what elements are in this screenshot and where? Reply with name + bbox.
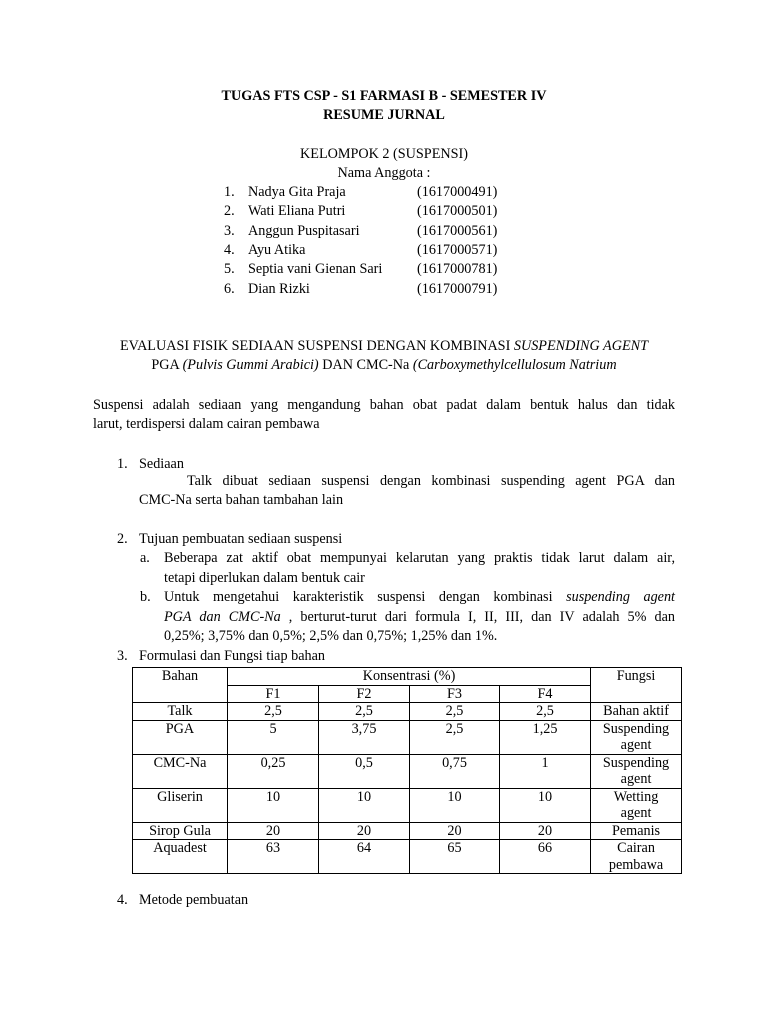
journal-title-text: DAN CMC-Na xyxy=(318,357,413,373)
list-item xyxy=(224,241,544,260)
cell-fungsi-line: agent xyxy=(620,737,652,753)
cell-fungsi-line: Pemanis xyxy=(611,822,661,839)
table-row xyxy=(133,754,682,788)
cell-f2: 10 xyxy=(319,788,410,822)
formula-table xyxy=(132,667,682,874)
cell-f4: 2,5 xyxy=(500,703,591,721)
table-header-row xyxy=(133,668,682,686)
cell-f3: 20 xyxy=(410,822,500,840)
cell-bahan: Gliserin xyxy=(133,788,228,822)
document-subtitle: RESUME JURNAL xyxy=(323,107,445,123)
member-number: 1. xyxy=(224,184,235,200)
cell-bahan: Aquadest xyxy=(133,840,228,874)
section-text: Beberapa zat aktif obat mempunyai kelarutan yang praktis tidak larut dalam air, xyxy=(164,550,675,566)
journal-title-italic: (Pulvis Gummi Arabici) xyxy=(182,357,319,373)
journal-title-line1 xyxy=(0,337,768,356)
cell-f3: 65 xyxy=(410,840,500,874)
journal-title-italic: (Carboxymethylcellulosum Natrium xyxy=(412,357,617,373)
member-nim: (1617000501) xyxy=(417,203,498,219)
cell-fungsi xyxy=(591,822,682,840)
section-heading: Formulasi dan Fungsi tiap bahan xyxy=(139,648,325,664)
intro-line: larut, terdispersi dalam cairan pembawa xyxy=(93,416,320,432)
table-row xyxy=(133,840,682,874)
journal-title-italic: SUSPENDING AGENT xyxy=(513,338,648,354)
column-header-f2: F2 xyxy=(319,685,410,703)
table-row xyxy=(133,720,682,754)
column-header-bahan: Bahan xyxy=(133,668,228,703)
members-title: Nama Anggota : xyxy=(337,165,431,181)
list-item xyxy=(224,260,544,279)
journal-title-line2 xyxy=(0,356,768,375)
cell-f1: 20 xyxy=(228,822,319,840)
member-name: Ayu Atika xyxy=(248,242,306,258)
cell-bahan: CMC-Na xyxy=(133,754,228,788)
list-item xyxy=(224,222,544,241)
cell-f4: 66 xyxy=(500,840,591,874)
cell-f4: 20 xyxy=(500,822,591,840)
cell-f2: 20 xyxy=(319,822,410,840)
member-nim: (1617000561) xyxy=(417,223,498,239)
list-item xyxy=(224,202,544,221)
cell-fungsi-line: agent xyxy=(620,805,652,821)
column-header-f1: F1 xyxy=(228,685,319,703)
member-name: Nadya Gita Praja xyxy=(248,184,346,200)
cell-fungsi-line: Cairan xyxy=(617,840,655,856)
cell-f1: 10 xyxy=(228,788,319,822)
section-text: CMC-Na serta bahan tambahan lain xyxy=(139,492,344,508)
section-text-italic: suspending agent xyxy=(566,589,675,605)
cell-f3: 10 xyxy=(410,788,500,822)
member-number: 4. xyxy=(224,242,235,258)
document-title: TUGAS FTS CSP - S1 FARMASI B - SEMESTER IV xyxy=(221,88,547,104)
cell-bahan: PGA xyxy=(133,720,228,754)
section-number: 3. xyxy=(117,648,128,664)
cell-fungsi-line: Bahan aktif xyxy=(603,703,669,719)
cell-f2: 2,5 xyxy=(319,703,410,721)
member-number: 5. xyxy=(224,261,235,277)
cell-f3: 2,5 xyxy=(410,703,500,721)
cell-bahan: Talk xyxy=(133,703,228,721)
section-text: tetapi diperlukan dalam bentuk cair xyxy=(164,570,365,586)
member-nim: (1617000791) xyxy=(417,281,498,297)
column-header-f4: F4 xyxy=(500,685,591,703)
cell-f1: 63 xyxy=(228,840,319,874)
section-text: Talk dibuat sediaan suspensi dengan kombinasi suspending agent PGA dan xyxy=(187,473,675,489)
section-text xyxy=(164,588,675,607)
journal-title-text: EVALUASI FISIK SEDIAAN SUSPENSI DENGAN KOMBINASI xyxy=(119,338,514,354)
cell-f4: 10 xyxy=(500,788,591,822)
list-item-label: a. xyxy=(140,550,150,566)
member-number: 3. xyxy=(224,223,235,239)
section-heading: Tujuan pembuatan sediaan suspensi xyxy=(139,531,343,547)
section-number: 1. xyxy=(117,456,128,472)
section-text-italic: PGA dan CMC-Na xyxy=(164,609,281,625)
column-header-f3: F3 xyxy=(410,685,500,703)
section-heading: Sediaan xyxy=(139,456,184,472)
member-name: Septia vani Gienan Sari xyxy=(248,261,383,277)
member-number: 2. xyxy=(224,203,235,219)
cell-f1: 0,25 xyxy=(228,754,319,788)
cell-fungsi-line: agent xyxy=(620,771,652,787)
member-name: Dian Rizki xyxy=(248,281,310,297)
member-name: Wati Eliana Putri xyxy=(248,203,346,219)
cell-fungsi-line: pembawa xyxy=(608,856,664,873)
cell-fungsi-line: Suspending xyxy=(602,720,670,737)
cell-bahan: Sirop Gula xyxy=(133,822,228,840)
table-row xyxy=(133,788,682,822)
cell-fungsi xyxy=(591,754,682,788)
cell-f4: 1 xyxy=(500,754,591,788)
section-number: 2. xyxy=(117,531,128,547)
cell-f4: 1,25 xyxy=(500,720,591,754)
list-item xyxy=(224,183,544,202)
cell-f1: 5 xyxy=(228,720,319,754)
cell-fungsi xyxy=(591,788,682,822)
table-row xyxy=(133,703,682,721)
cell-fungsi-line: Suspending xyxy=(602,754,670,771)
section-text: 0,25%; 3,75% dan 0,5%; 2,5% dan 0,75%; 1,25% dan 1%. xyxy=(164,628,498,644)
cell-fungsi xyxy=(591,703,682,721)
cell-f2: 3,75 xyxy=(319,720,410,754)
intro-line: Suspensi adalah sediaan yang mengandung bahan obat padat dalam bentuk halus dan tidak xyxy=(93,397,675,413)
section-number: 4. xyxy=(117,892,128,908)
cell-f3: 0,75 xyxy=(410,754,500,788)
group-name: KELOMPOK 2 (SUSPENSI) xyxy=(300,146,468,162)
member-nim: (1617000781) xyxy=(417,261,498,277)
cell-f2: 0,5 xyxy=(319,754,410,788)
member-name: Anggun Puspitasari xyxy=(248,223,360,239)
section-text xyxy=(164,608,675,627)
section-heading: Metode pembuatan xyxy=(139,892,249,908)
cell-f3: 2,5 xyxy=(410,720,500,754)
list-item-label: b. xyxy=(140,589,151,605)
cell-fungsi xyxy=(591,840,682,874)
cell-f1: 2,5 xyxy=(228,703,319,721)
section-text-part: Untuk mengetahui karakteristik suspensi dengan kombinasi xyxy=(164,589,567,605)
journal-title-text: PGA xyxy=(151,357,183,373)
section-text-part: , berturut-turut dari formula I, II, III, dan IV adalah 5% dan xyxy=(280,609,675,625)
cell-fungsi xyxy=(591,720,682,754)
column-header-fungsi: Fungsi xyxy=(591,668,682,703)
cell-f2: 64 xyxy=(319,840,410,874)
cell-fungsi-line: Wetting xyxy=(613,788,659,805)
table-row xyxy=(133,822,682,840)
member-nim: (1617000571) xyxy=(417,242,498,258)
member-number: 6. xyxy=(224,281,235,297)
column-header-konsentrasi: Konsentrasi (%) xyxy=(228,668,591,686)
list-item xyxy=(224,280,544,299)
member-nim: (1617000491) xyxy=(417,184,498,200)
